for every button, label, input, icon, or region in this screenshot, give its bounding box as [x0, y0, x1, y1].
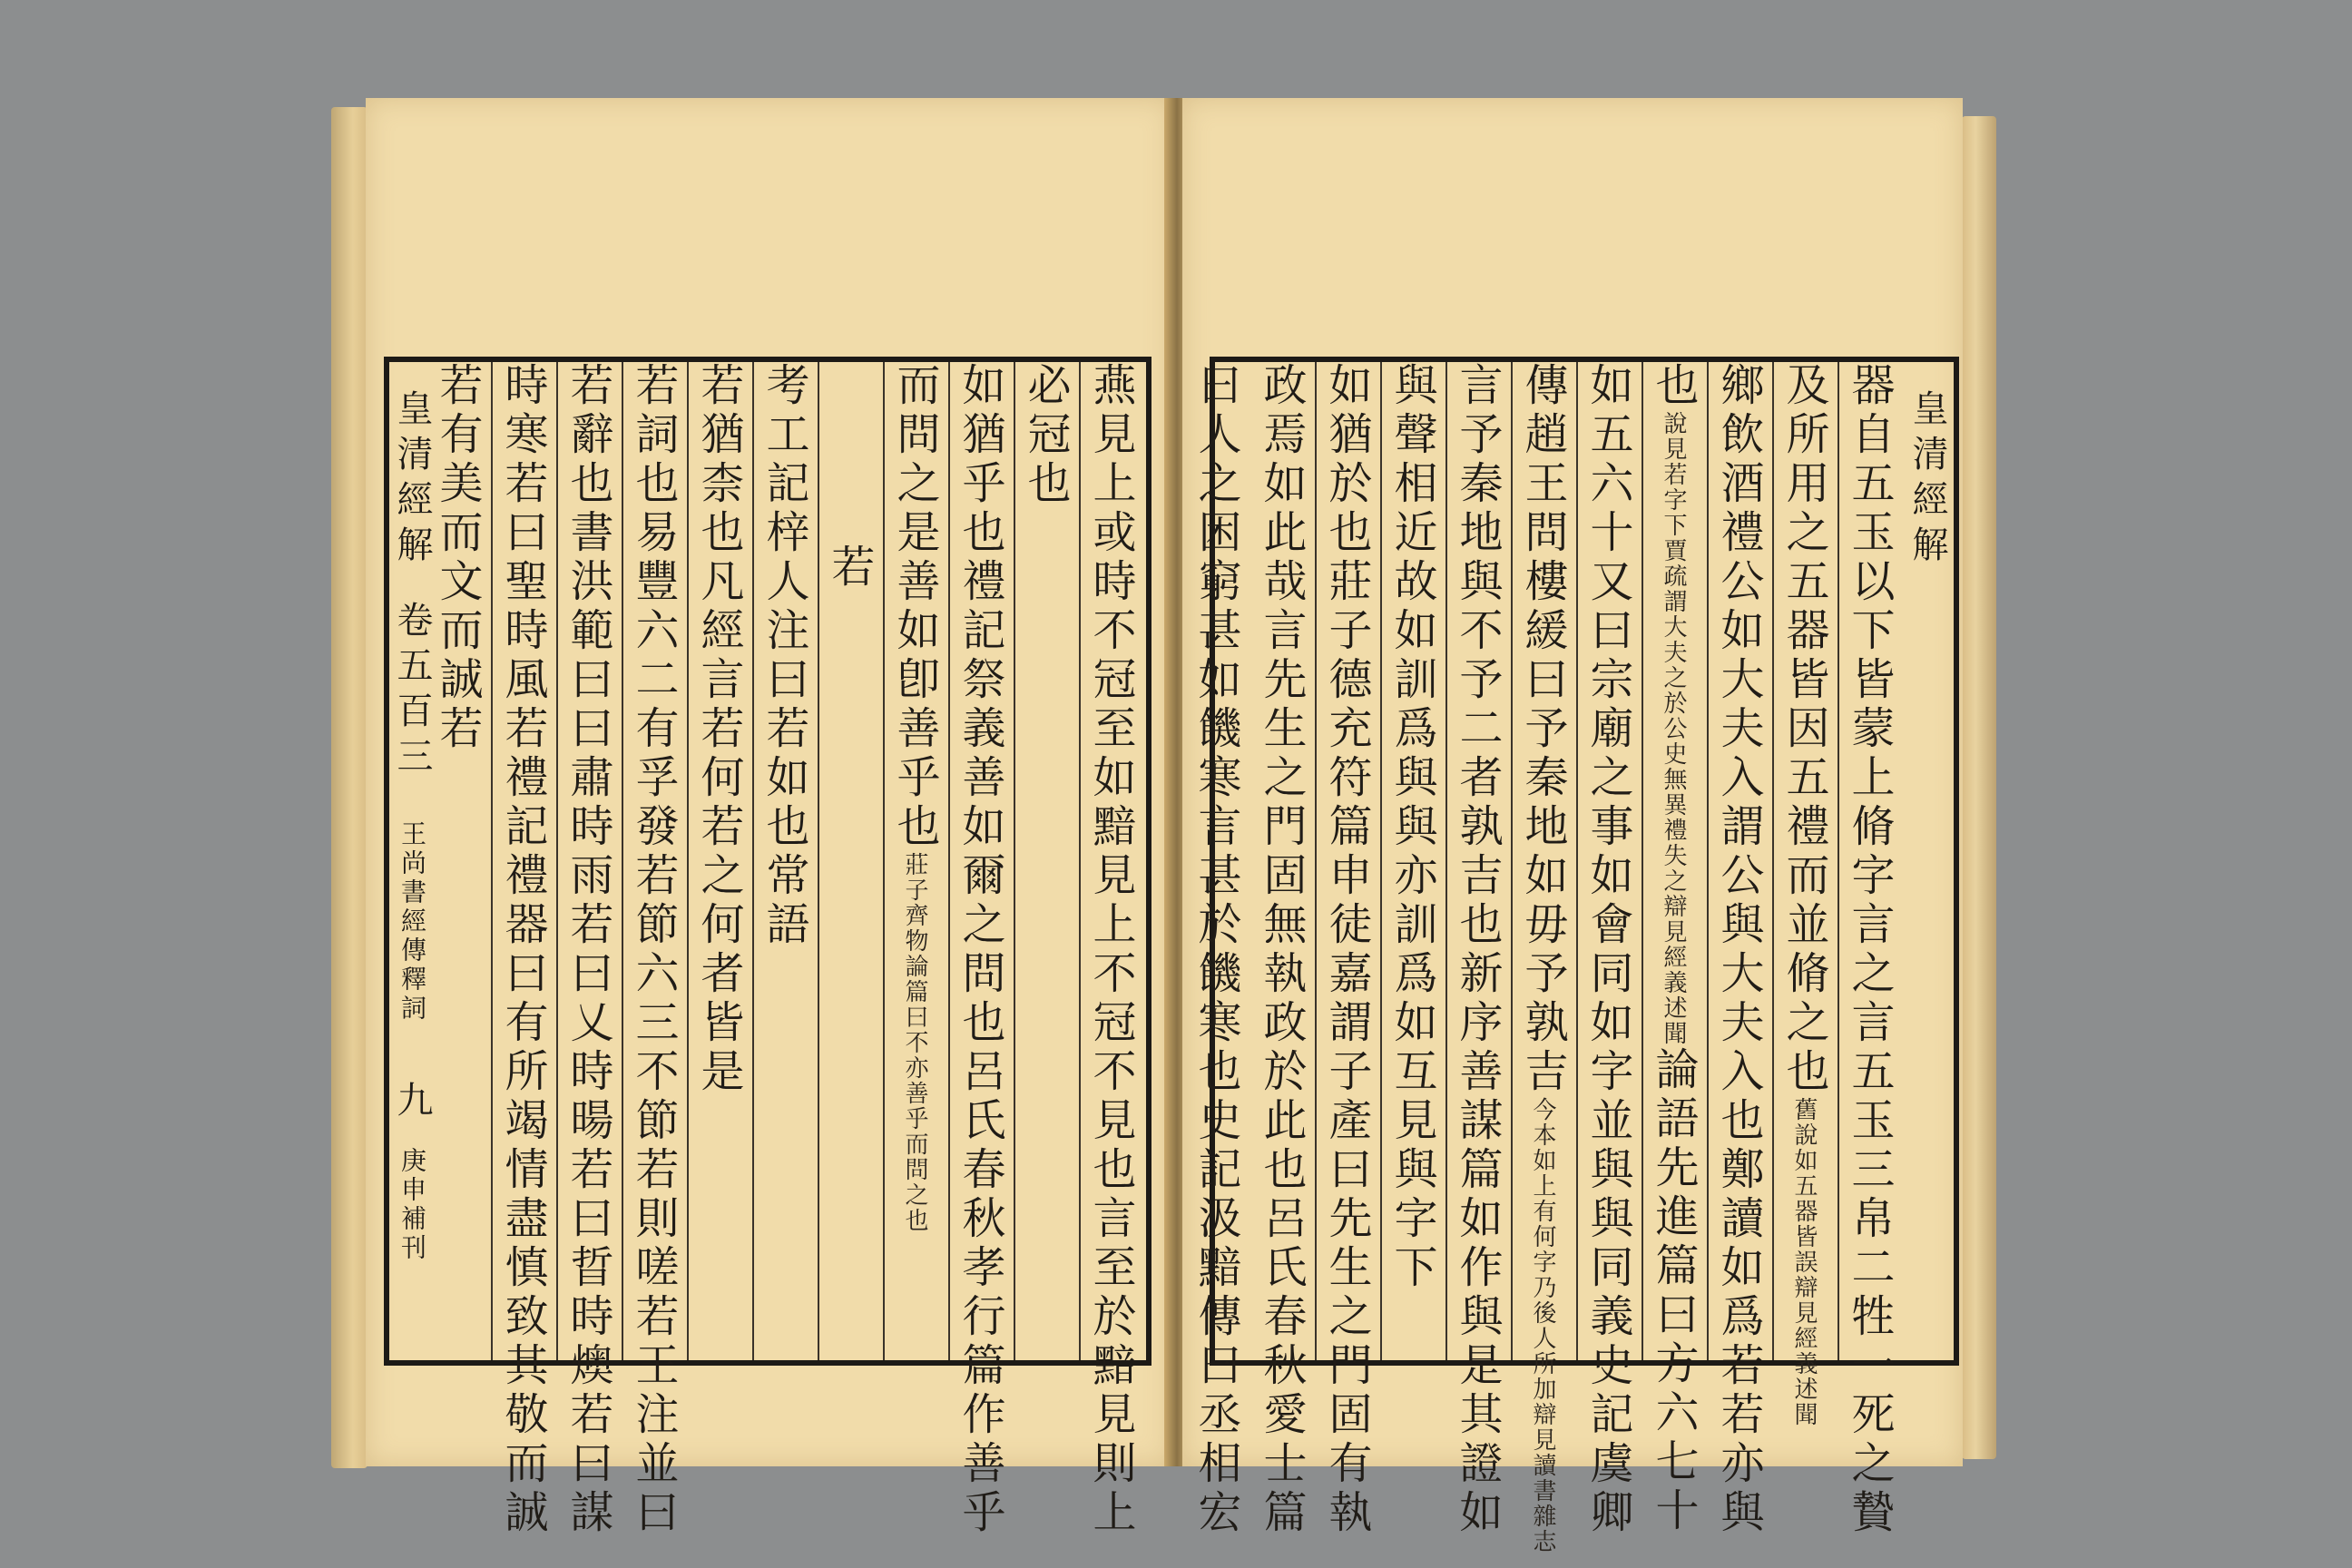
right-col-5: 如五六十又曰宗廟之事如會同如字並與與同義史記虞卿 [1583, 362, 1633, 1538]
right-col-2-main: 及所用之五器皆因五禮而並脩之也 [1779, 362, 1829, 1097]
left-margin-edition: 庚申補刊 [397, 1146, 427, 1263]
right-page [1182, 98, 1963, 1554]
left-rule [1014, 362, 1015, 1360]
left-rule [556, 362, 558, 1360]
left-text-frame [384, 357, 1152, 1538]
left-rule [883, 362, 885, 1360]
right-col-6-note: 今本如上有何字乃後人所加辯見讀書雜志 [1529, 1097, 1556, 1554]
left-rule [687, 362, 689, 1360]
right-rule [1380, 362, 1382, 1360]
left-rule [1079, 362, 1081, 1360]
left-col-3: 如猶乎也禮記祭義善如爾之問也呂氏春秋孝行篇作善乎 [955, 362, 1005, 1538]
left-col-7: 若猶柰也凡經言若何若之何者皆是 [693, 362, 744, 1097]
right-rule [1707, 362, 1709, 1360]
left-margin-title: 皇清經解 [391, 389, 433, 571]
book-edge-right [1962, 116, 1996, 1459]
right-margin-title: 皇清經解 [1906, 389, 1948, 571]
left-col-6: 考工記梓人注曰若如也常語 [759, 362, 809, 950]
right-col-3: 鄉飲酒禮公如大夫入謂公與大夫入也鄭讀如爲若若亦與 [1713, 362, 1764, 1538]
right-col-2-note: 舊說如五器皆誤辯見經義述聞 [1790, 1097, 1818, 1427]
right-col-2 [1778, 362, 1830, 1427]
left-page [366, 98, 1171, 1538]
right-rule [1446, 362, 1447, 1360]
right-col-4-main: 也 [1648, 362, 1699, 411]
right-col-6-main: 傳趙王問樓緩曰予秦地如毋予孰吉 [1517, 362, 1568, 1097]
right-rule [1511, 362, 1513, 1360]
left-rule [622, 362, 623, 1360]
right-rule [1315, 362, 1317, 1360]
right-col-9: 如猶於也莊子德充符篇申徒嘉謂子產曰先生之門固有執 [1321, 362, 1372, 1538]
left-col-4-note: 莊子齊物論篇曰不亦善乎而問之也 [901, 852, 928, 1233]
left-col-10: 時寒若曰聖時風若禮記禮器曰有所竭情盡慎致其敬而誠 [497, 362, 548, 1538]
left-rule [948, 362, 950, 1360]
right-col-4-note: 說見若字下賈疏謂大夫之於公史無異禮失之辯見經義述聞 [1660, 411, 1687, 1046]
right-col-1: 器自五玉以下皆蒙上脩字言之言五玉三帛二牲一死之贄 [1844, 362, 1895, 1538]
right-col-8: 與聲相近故如訓爲與與亦訓爲如互見與字下 [1387, 362, 1437, 1293]
right-rule [1772, 362, 1774, 1360]
open-book [331, 98, 1996, 1554]
left-margin-folio: 九 [391, 1081, 433, 1127]
left-col-4 [888, 362, 941, 1233]
left-col-2: 必冠也 [1020, 362, 1071, 509]
left-col-9: 若辭也書洪範曰曰肅時雨若曰乂時暘若曰晢時燠若曰謀 [563, 362, 613, 1538]
left-margin-strip [384, 362, 438, 1360]
left-margin-volume: 卷五百三 [391, 600, 433, 782]
left-rule [752, 362, 754, 1360]
right-col-4 [1647, 362, 1700, 1536]
left-rule [491, 362, 493, 1360]
book-edge-left [331, 107, 368, 1468]
left-rule [818, 362, 819, 1360]
right-col-4-tail: 論語先進篇曰方六七十 [1648, 1046, 1699, 1536]
right-col-6 [1516, 362, 1569, 1554]
right-rule [1838, 362, 1839, 1360]
left-col-5: 若 [824, 544, 875, 593]
right-col-10: 政焉如此哉言先生之門固無執政於此也呂氏春秋愛士篇 [1256, 362, 1307, 1538]
right-rule [1576, 362, 1578, 1360]
left-margin-work: 王尚書經傳釋詞 [397, 820, 427, 1024]
left-col-11: 若有美而文而誠若 [432, 362, 483, 754]
right-rule [1642, 362, 1643, 1360]
right-col-7: 言予秦地與不予二者孰吉也新序善謀篇如作與是其證如 [1452, 362, 1503, 1538]
left-col-1: 燕見上或時不冠至如黯見上不冠不見也言至於黯見則上 [1085, 362, 1136, 1538]
left-col-8: 若詞也易豐六二有孚發若節六三不節若則嗟若王注並曰 [628, 362, 679, 1538]
right-text-frame [1191, 357, 1959, 1554]
right-margin-strip [1905, 362, 1959, 1360]
right-col-11: 曰人之困窮甚如饑寒言甚於饑寒也史記汲黯傳曰丞相宏 [1191, 362, 1241, 1538]
left-col-4-main: 而問之是善如卽善乎也 [889, 362, 940, 852]
